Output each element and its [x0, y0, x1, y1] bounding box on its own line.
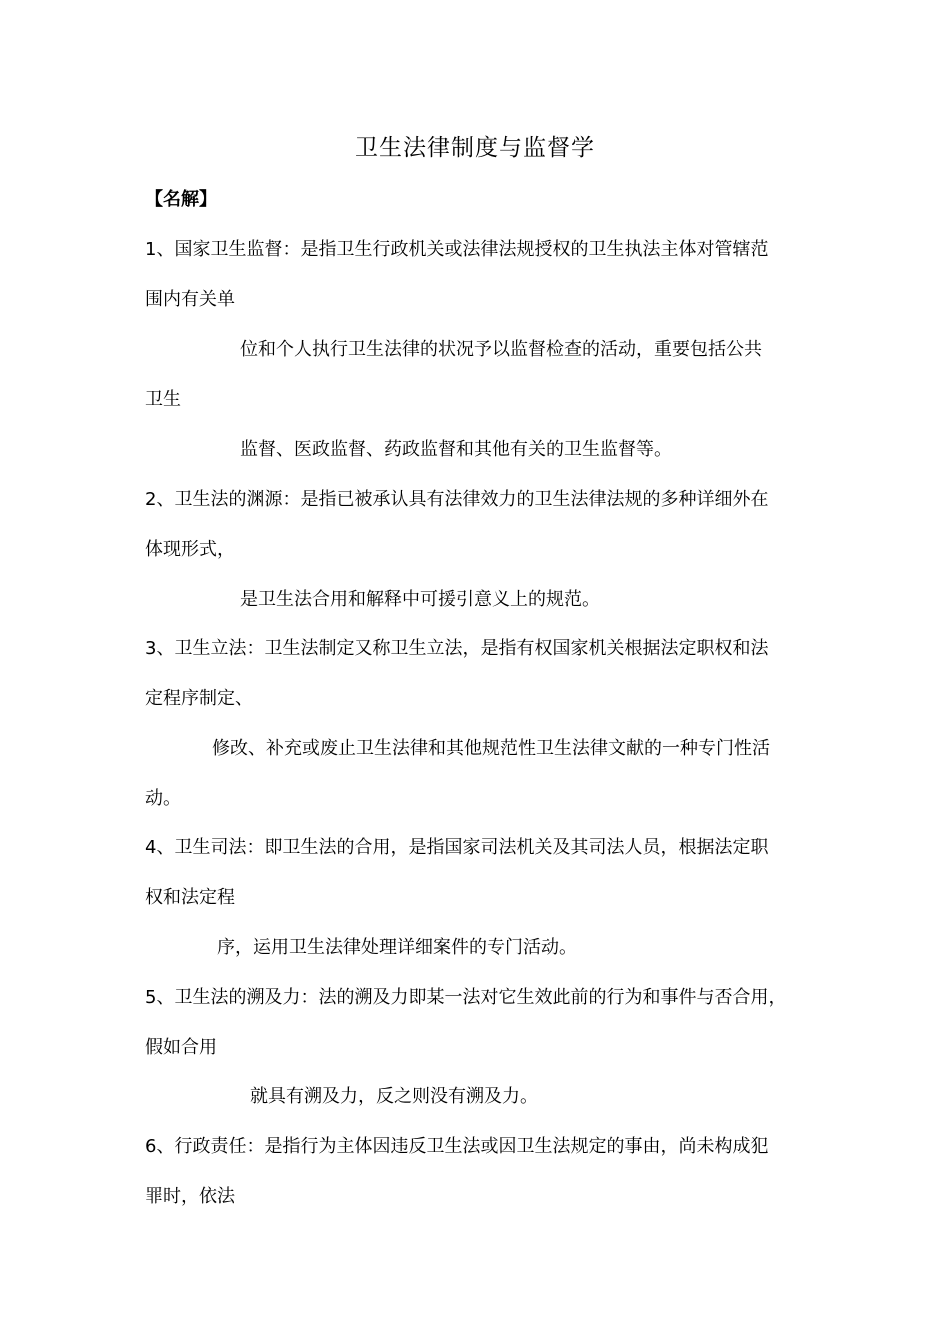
text-line: 1、国家卫生监督：是指卫生行政机关或法律法规授权的卫生执法主体对管辖范	[145, 239, 769, 260]
text-line: 序，运用卫生法律处理详细案件的专门活动。	[217, 937, 577, 958]
text-line: 卫生	[145, 389, 181, 410]
text-line: 权和法定程	[145, 887, 235, 908]
text-line: 体现形式，	[145, 539, 235, 560]
section-heading: 【名解】	[145, 189, 217, 210]
text-line: 6、行政责任：是指行为主体因违反卫生法或因卫生法规定的事由，尚未构成犯	[145, 1136, 769, 1157]
text-line: 是卫生法合用和解释中可援引意义上的规范。	[240, 589, 600, 610]
text-line: 围内有关单	[145, 289, 235, 310]
document-title: 卫生法律制度与监督学	[355, 135, 595, 160]
text-line: 动。	[145, 788, 181, 809]
text-line: 3、卫生立法：卫生法制定又称卫生立法，是指有权国家机关根据法定职权和法	[145, 638, 769, 659]
text-line: 监督、医政监督、药政监督和其他有关的卫生监督等。	[240, 439, 672, 460]
text-line: 4、卫生司法：即卫生法的合用，是指国家司法机关及其司法人员，根据法定职	[145, 837, 769, 858]
text-line: 罪时，依法	[145, 1186, 235, 1207]
text-line: 2、卫生法的渊源：是指已被承认具有法律效力的卫生法律法规的多种详细外在	[145, 489, 769, 510]
text-line: 定程序制定、	[145, 688, 253, 709]
text-line: 就具有溯及力，反之则没有溯及力。	[250, 1086, 538, 1107]
text-line: 位和个人执行卫生法律的状况予以监督检查的活动，重要包括公共	[240, 339, 762, 360]
text-line: 5、卫生法的溯及力：法的溯及力即某一法对它生效此前的行为和事件与否合用，	[145, 987, 787, 1008]
text-line: 假如合用	[145, 1037, 217, 1058]
text-line: 修改、补充或废止卫生法律和其他规范性卫生法律文献的一种专门性活	[212, 738, 770, 759]
